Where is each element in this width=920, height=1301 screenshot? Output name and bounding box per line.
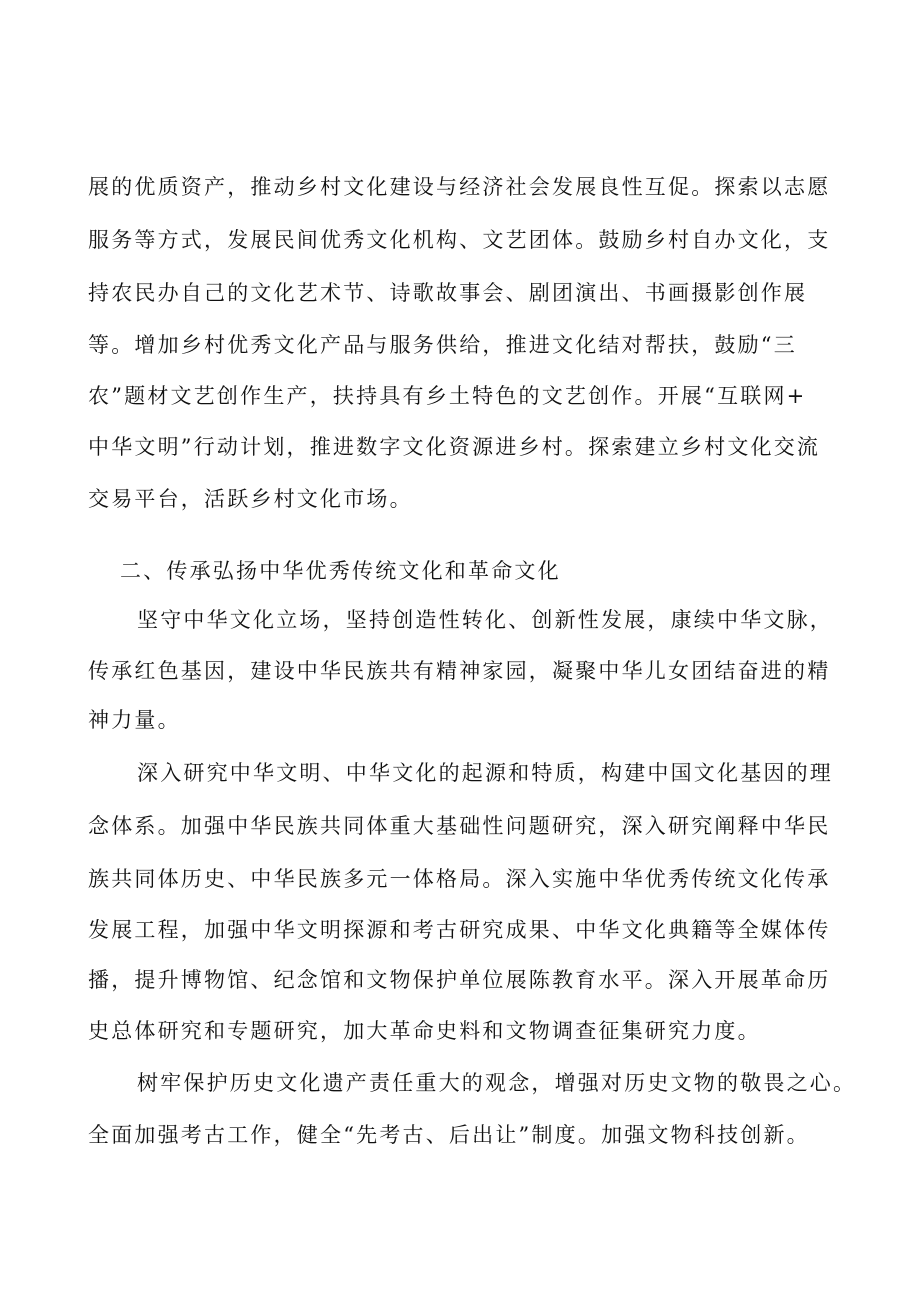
paragraph-line: 史总体研究和专题研究，加大革命史料和文物调查征集研究力度。 bbox=[88, 1019, 761, 1043]
paragraph-line: 树牢保护历史文化遗产责任重大的观念，增强对历史文物的敬畏之心。 bbox=[137, 1071, 857, 1095]
paragraph-line: 中华文明”行动计划，推进数字文化资源进乡村。探索建立乡村文化交流 bbox=[88, 435, 821, 459]
paragraph-line: 播，提升博物馆、纪念馆和文物保护单位展陈教育水平。深入开展革命历 bbox=[88, 968, 831, 992]
paragraph-line: 服务等方式，发展民间优秀文化机构、文艺团体。鼓励乡村自办文化，支 bbox=[88, 228, 831, 252]
paragraph-line: 等。增加乡村优秀文化产品与服务供给，推进文化结对帮扶，鼓励“三 bbox=[88, 333, 797, 357]
paragraph-line: 坚守中华文化立场，坚持创造性转化、创新性发展，康续中华文脉， bbox=[137, 608, 833, 632]
paragraph-line: 念体系。加强中华民族共同体重大基础性问题研究，深入研究阐释中华民 bbox=[88, 814, 831, 838]
paragraph-line: 持农民办自己的文化艺术节、诗歌故事会、剧团演出、书画摄影创作展 bbox=[88, 281, 808, 305]
paragraph-line: 深入研究中华文明、中华文化的起源和特质，构建中国文化基因的理 bbox=[137, 761, 833, 785]
paragraph-line: 农”题材文艺创作生产，扶持具有乡土特色的文艺创作。开展“互联网+ bbox=[88, 384, 807, 408]
paragraph-line: 族共同体历史、中华民族多元一体格局。深入实施中华优秀传统文化传承 bbox=[88, 867, 831, 891]
paragraph-line: 交易平台，活跃乡村文化市场。 bbox=[88, 487, 413, 511]
paragraph-line: 全面加强考古工作，健全“先考古、后出让”制度。加强文物科技创新。 bbox=[88, 1123, 810, 1147]
paragraph-line: 神力量。 bbox=[88, 708, 181, 732]
section-heading: 二、传承弘扬中华优秀传统文化和革命文化 bbox=[120, 559, 561, 583]
paragraph-line: 展的优质资产，推动乡村文化建设与经济社会发展良性互促。探索以志愿 bbox=[88, 175, 831, 199]
paragraph-line: 传承红色基因，建设中华民族共有精神家园，凝聚中华儿女团结奋进的精 bbox=[88, 659, 831, 683]
paragraph-line: 发展工程，加强中华文明探源和考古研究成果、中华文化典籍等全媒体传 bbox=[88, 918, 831, 942]
